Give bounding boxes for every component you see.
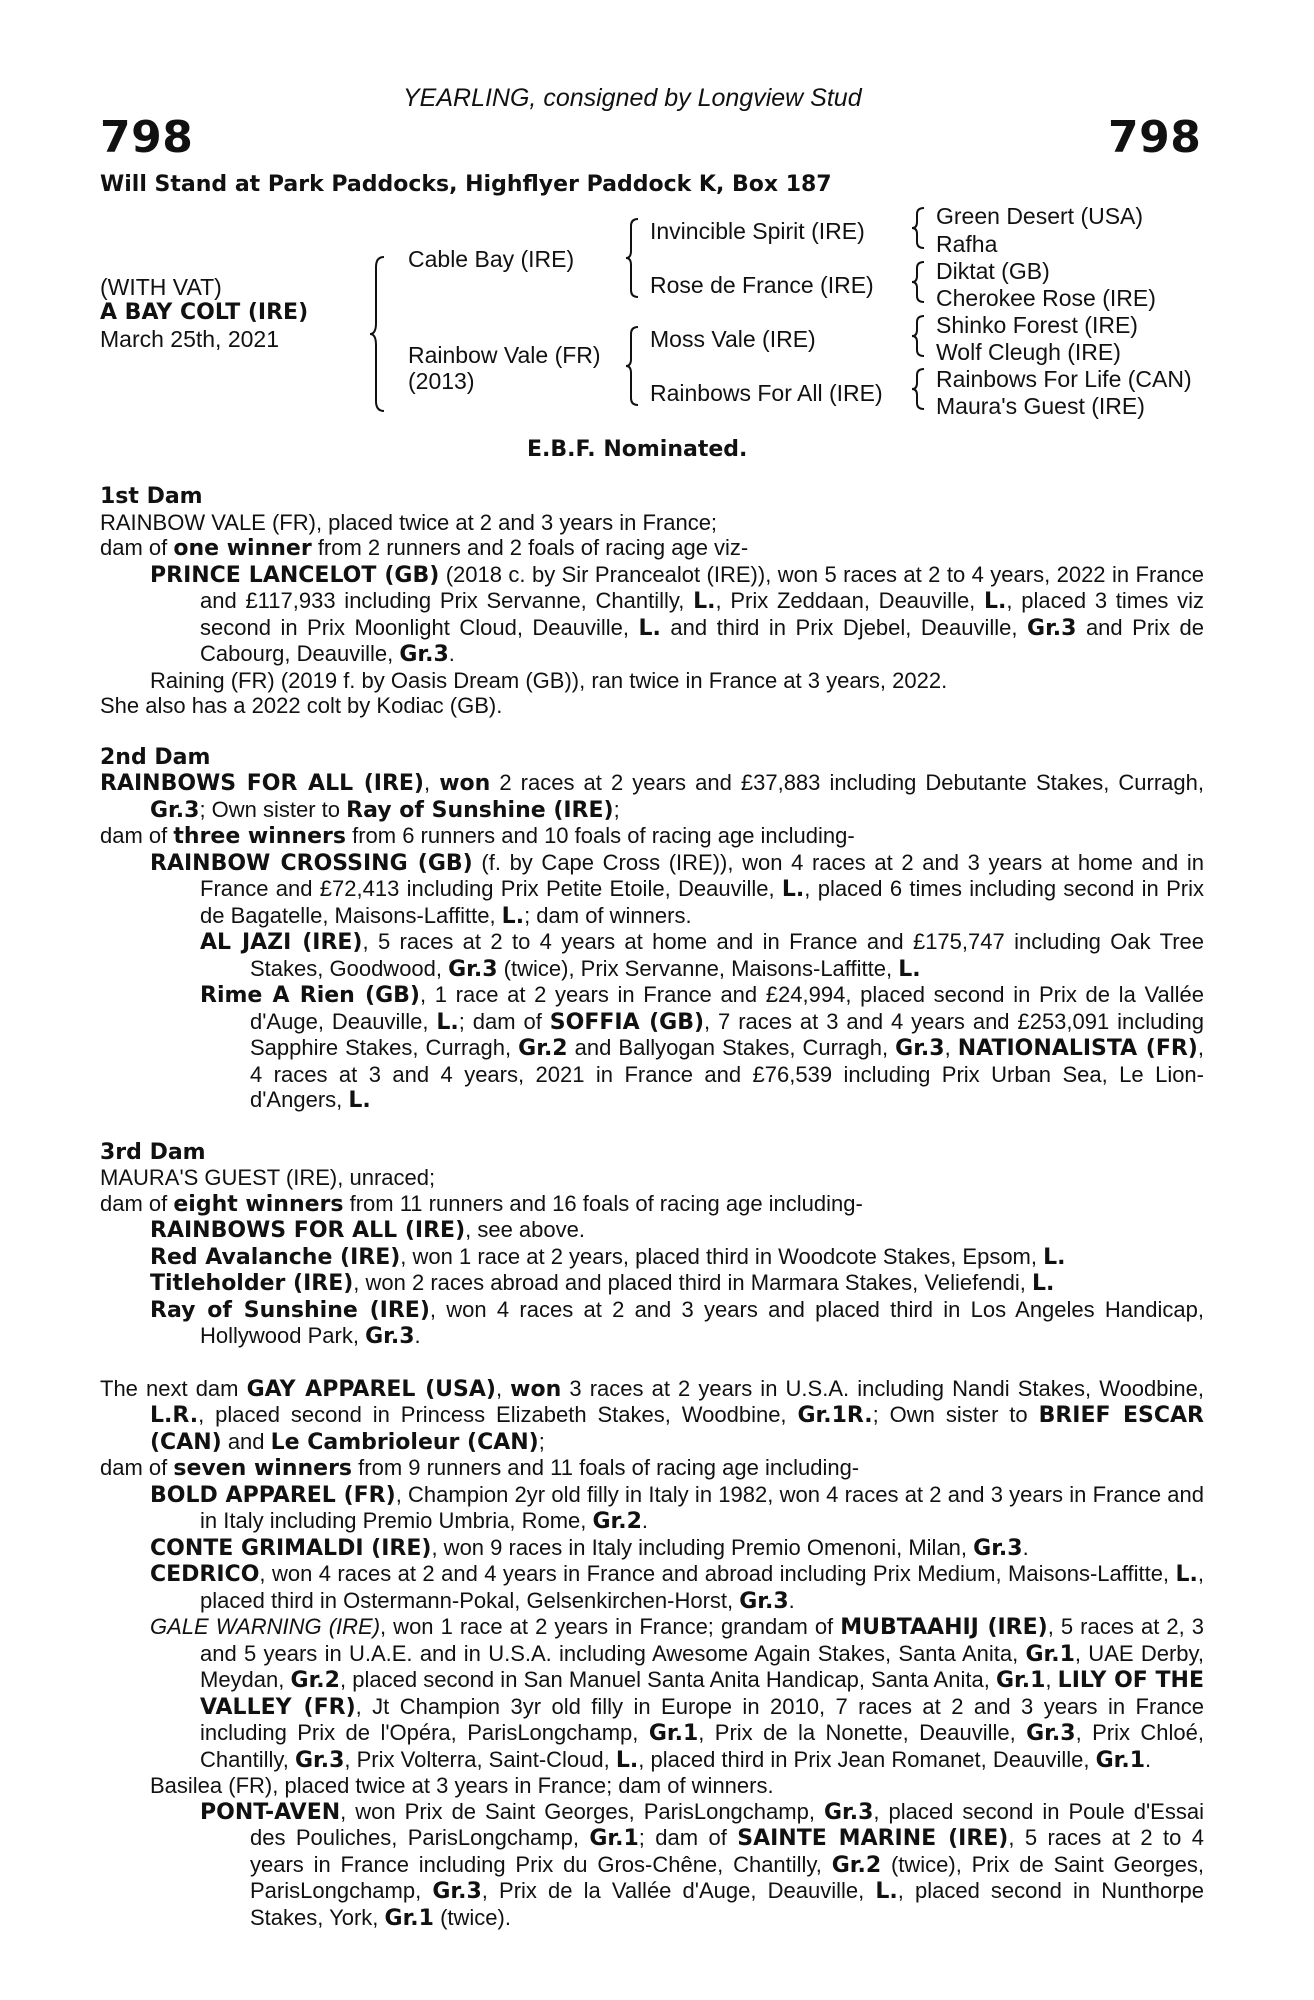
produce-raining: Raining (FR) (2019 f. by Oasis Dream (GB)), ran twice in France at 3 years, 2022. (150, 667, 948, 693)
foaling-date: March 25th, 2021 (100, 326, 280, 352)
ebf-nominated: E.B.F. Nominated. (527, 437, 748, 462)
first-dam-line: RAINBOW VALE (FR), placed twice at 2 and 3 years in France; (100, 509, 718, 535)
pedigree-sire-sire: Invincible Spirit (IRE) (650, 218, 865, 244)
produce-al-jazi: AL JAZI (IRE), 5 races at 2 to 4 years at home and in France and £175,747 including Oak Tree Stakes, Goodwood, Gr.3 (twice), Prix Servanne, Maisons-Laffitte, L. (200, 929, 1204, 982)
horse-name: A BAY COLT (IRE) (100, 300, 309, 325)
pedigree-dam: Rainbow Vale (FR) (408, 342, 601, 368)
second-dam-heading: 2nd Dam (100, 744, 211, 770)
vat-label: (WITH VAT) (100, 274, 222, 300)
pedigree-brace-ss (912, 206, 926, 250)
pedigree-sire-dam: Rose de France (IRE) (650, 272, 874, 298)
pedigree-brace-main (370, 255, 386, 413)
second-dam-line: RAINBOWS FOR ALL (IRE), won 2 races at 2 years and £37,883 including Debutante Stakes, Curragh, Gr.3; Own sister to Ray of Sunshine (IRE); (100, 770, 1204, 823)
consignor-line: YEARLING, consigned by Longview Stud (403, 84, 862, 112)
pedigree-brace-dam (626, 325, 640, 407)
pedigree-brace-sire (626, 217, 640, 299)
next-dam-line: The next dam GAY APPAREL (USA), won 3 races at 2 years in U.S.A. including Nandi Stakes, Woodbine, L.R., placed second in Princess Elizabeth Stakes, Woodbine, Gr.1R.; Own sister to BRIEF ESCAR (CAN) and Le Cambrioleur (CAN); (100, 1375, 1204, 1455)
pedigree-sire: Cable Bay (IRE) (408, 246, 575, 272)
produce-titleholder: Titleholder (IRE), won 2 races abroad and placed third in Marmara Stakes, Veliefendi, L. (150, 1270, 1055, 1296)
next-dam-produce-intro: dam of seven winners from 9 runners and 11 foals of racing age including- (100, 1455, 860, 1481)
produce-cedrico: CEDRICO, won 4 races at 2 and 4 years in France and abroad including Prix Medium, Maisons-Laffitte, L., placed third in Ostermann-Pokal, Gelsenkirchen-Horst, Gr.3. (150, 1561, 1204, 1614)
pedigree-sds: Diktat (GB) (936, 258, 1050, 284)
first-dam-heading: 1st Dam (100, 484, 203, 509)
lot-number-left: 798 (100, 112, 194, 163)
produce-red-avalanche: Red Avalanche (IRE), won 1 race at 2 years, placed third in Woodcote Stakes, Epsom, L. (150, 1243, 1066, 1270)
pedigree-sdd: Cherokee Rose (IRE) (936, 285, 1156, 311)
pedigree-dam-sire: Moss Vale (IRE) (650, 326, 816, 352)
produce-rainbow-crossing: RAINBOW CROSSING (GB) (f. by Cape Cross (IRE)), won 4 races at 2 and 3 years at home and in France and £72,413 including Prix Petite Etoile, Deauville, L., placed 6 times including second in Prix de Bagatelle, Maisons-Laffitte, L.; dam of winners. (150, 849, 1204, 929)
third-dam-heading: 3rd Dam (100, 1139, 206, 1165)
pedigree-dds: Rainbows For Life (CAN) (936, 366, 1192, 392)
third-dam-produce-intro: dam of eight winners from 11 runners and 16 foals of racing age including- (100, 1190, 863, 1217)
third-dam-line: MAURA'S GUEST (IRE), unraced; (100, 1165, 436, 1190)
stand-location: Will Stand at Park Paddocks, Highflyer Paddock K, Box 187 (100, 172, 832, 197)
produce-bold-apparel: BOLD APPAREL (FR), Champion 2yr old filly in Italy in 1982, won 4 races at 2 and 3 years in France and in Italy including Premio Umbria, Rome, Gr.2. (150, 1481, 1204, 1534)
produce-2022-colt: She also has a 2022 colt by Kodiac (GB). (100, 693, 503, 718)
first-dam-produce-intro: dam of one winner from 2 runners and 2 foals of racing age viz- (100, 535, 749, 561)
pedigree-ddd: Maura's Guest (IRE) (936, 393, 1145, 419)
produce-pont-aven: PONT-AVEN, won Prix de Saint Georges, ParisLongchamp, Gr.3, placed second in Poule d'Essai des Pouliches, ParisLongchamp, Gr.1; dam of SAINTE MARINE (IRE), 5 races at 2 to 4 years in France including Prix du Gros-Chêne, Chantilly, Gr.2 (twice), Prix de Saint Georges, ParisLongchamp, Gr.3, Prix de la Vallée d'Auge, Deauville, L., placed second in Nunthorpe Stakes, York, Gr.1 (twice). (200, 1798, 1205, 1931)
pedigree-ssd: Rafha (936, 231, 998, 257)
pedigree-dss: Shinko Forest (IRE) (936, 312, 1138, 338)
produce-gale-warning: GALE WARNING (IRE), won 1 race at 2 years in France; grandam of MUBTAAHIJ (IRE), 5 races at 2, 3 and 5 years in U.A.E. and in U.S.A. including Awesome Again Stakes, Santa Anita, Gr.1, UAE Derby, Meydan, Gr.2, placed second in San Manuel Santa Anita Handicap, Santa Anita, Gr.1, LILY OF THE VALLEY (FR), Jt Champion 3yr old filly in Europe in 2010, 7 races at 2 and 3 years in France including Prix de l'Opéra, ParisLongchamp, Gr.1, Prix de la Nonette, Deauville, Gr.3, Prix Chloé, Chantilly, Gr.3, Prix Volterra, Saint-Cloud, L., placed third in Prix Jean Romanet, Deauville, Gr.1. (150, 1614, 1204, 1773)
produce-prince-lancelot: PRINCE LANCELOT (GB) (2018 c. by Sir Prancealot (IRE)), won 5 races at 2 to 4 years, 2022 in France and £117,933 including Prix Servanne, Chantilly, L., Prix Zeddaan, Deauville, L., placed 3 times viz second in Prix Moonlight Cloud, Deauville, L. and third in Prix Djebel, Deauville, Gr.3 and Prix de Cabourg, Deauville, Gr.3. (150, 561, 1205, 667)
pedigree-brace-dd (912, 367, 926, 411)
pedigree-sss: Green Desert (USA) (936, 203, 1144, 229)
catalogue-page-body (100, 484, 1204, 1931)
pedigree-brace-sd (912, 260, 926, 304)
pedigree-dsd: Wolf Cleugh (IRE) (936, 339, 1121, 365)
produce-ray-of-sunshine: Ray of Sunshine (IRE), won 4 races at 2 and 3 years and placed third in Los Angeles Handicap, Hollywood Park, Gr.3. (150, 1296, 1204, 1349)
produce-rime-a-rien: Rime A Rien (GB), 1 race at 2 years in France and £24,994, placed second in Prix de la Vallée d'Auge, Deauville, L.; dam of SOFFIA (GB), 7 races at 3 and 4 years and £253,091 including Sapphire Stakes, Curragh, Gr.2 and Ballyogan Stakes, Curragh, Gr.3, NATIONALISTA (FR), 4 races at 3 and 4 years, 2021 in France and £76,539 including Prix Urban Sea, Le Lion-d'Angers, L. (200, 982, 1204, 1113)
pedigree-dam-dam: Rainbows For All (IRE) (650, 380, 883, 406)
pedigree-brace-ds (912, 314, 926, 358)
second-dam-produce-intro: dam of three winners from 6 runners and 10 foals of racing age including- (100, 823, 855, 849)
produce-conte-grimaldi: CONTE GRIMALDI (IRE), won 9 races in Italy including Premio Omenoni, Milan, Gr.3. (150, 1534, 1029, 1561)
lot-number-right: 798 (1108, 112, 1202, 163)
produce-basilea: Basilea (FR), placed twice at 3 years in France; dam of winners. (150, 1773, 774, 1798)
produce-rainbows-for-all: RAINBOWS FOR ALL (IRE), see above. (150, 1217, 585, 1243)
pedigree-dam-year: (2013) (408, 368, 475, 394)
